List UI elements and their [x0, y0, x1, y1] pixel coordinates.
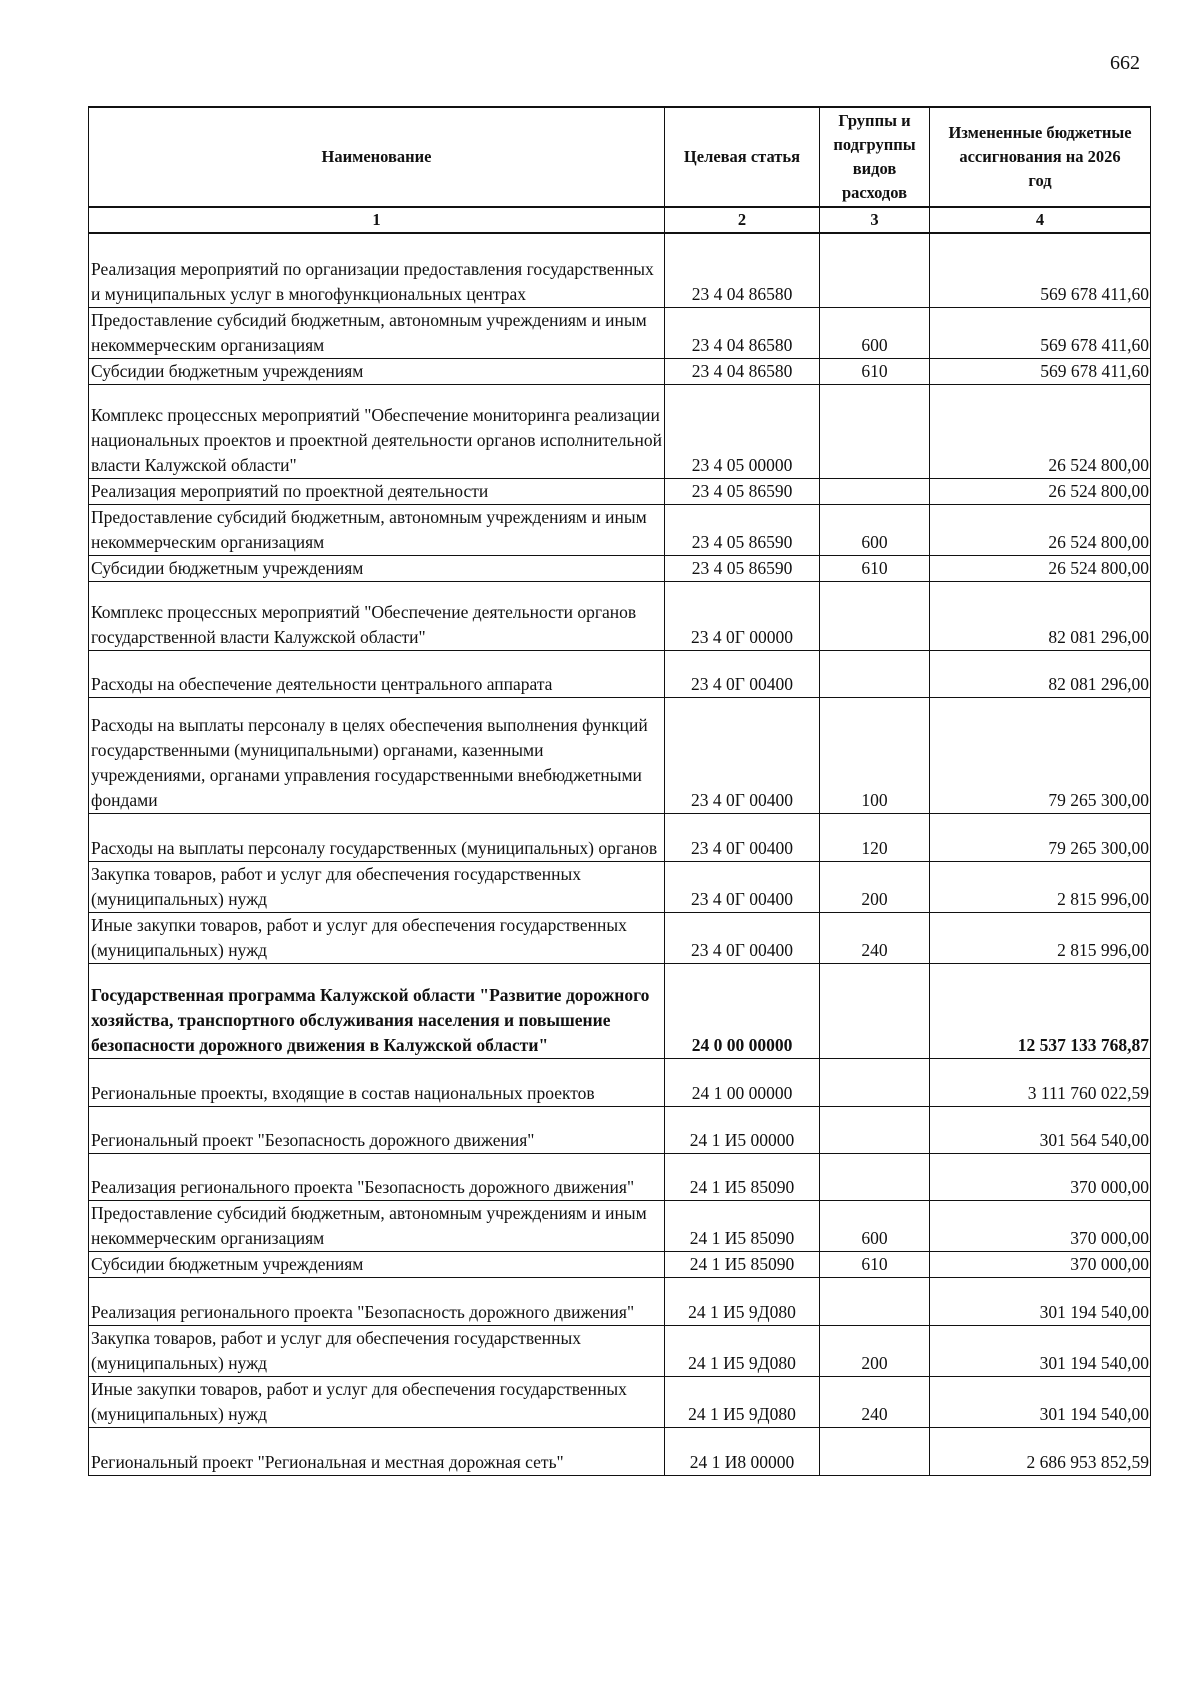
row-target-article: 24 1 И5 85090	[665, 1200, 820, 1251]
row-amount: 301 194 540,00	[930, 1376, 1151, 1427]
row-target-article: 23 4 04 86580	[665, 307, 820, 358]
row-amount: 569 678 411,60	[930, 233, 1151, 307]
row-expense-group: 120	[820, 813, 930, 861]
row-target-article: 23 4 0Г 00400	[665, 912, 820, 963]
row-target-article: 24 1 И8 00000	[665, 1427, 820, 1475]
row-name: Предоставление субсидий бюджетным, автономным учреждениям и иным некоммерческим организациям	[89, 504, 665, 555]
row-amount: 569 678 411,60	[930, 307, 1151, 358]
row-expense-group	[820, 963, 930, 1058]
row-expense-group	[820, 233, 930, 307]
row-name: Расходы на выплаты персоналу государственных (муниципальных) органов	[89, 813, 665, 861]
row-amount: 2 686 953 852,59	[930, 1427, 1151, 1475]
row-amount: 370 000,00	[930, 1153, 1151, 1200]
row-name: Предоставление субсидий бюджетным, автономным учреждениям и иным некоммерческим организациям	[89, 1200, 665, 1251]
table-row	[89, 1106, 1151, 1153]
row-amount: 370 000,00	[930, 1251, 1151, 1277]
budget-table	[88, 106, 1151, 1476]
row-expense-group	[820, 1277, 930, 1325]
row-amount: 301 194 540,00	[930, 1277, 1151, 1325]
table-row	[89, 504, 1151, 555]
row-target-article: 24 1 00 00000	[665, 1058, 820, 1106]
row-name: Предоставление субсидий бюджетным, автономным учреждениям и иным некоммерческим организациям	[89, 307, 665, 358]
row-expense-group: 600	[820, 504, 930, 555]
row-amount: 26 524 800,00	[930, 478, 1151, 504]
row-name: Закупка товаров, работ и услуг для обеспечения государственных (муниципальных) нужд	[89, 861, 665, 912]
row-target-article: 23 4 0Г 00400	[665, 813, 820, 861]
row-name: Региональный проект "Безопасность дорожного движения"	[89, 1106, 665, 1153]
row-name: Комплекс процессных мероприятий "Обеспечение мониторинга реализации национальных проектов и проектной деятельности органов исполнительной власти Калужской области"	[89, 384, 665, 478]
table-body	[89, 233, 1151, 1475]
row-expense-group: 240	[820, 1376, 930, 1427]
row-expense-group: 610	[820, 358, 930, 384]
row-name: Региональный проект "Региональная и местная дорожная сеть"	[89, 1427, 665, 1475]
table-row	[89, 650, 1151, 697]
table-row	[89, 1325, 1151, 1376]
row-target-article: 24 0 00 00000	[665, 963, 820, 1058]
row-name: Реализация мероприятий по проектной деятельности	[89, 478, 665, 504]
column-number-row	[89, 207, 1151, 233]
table-row	[89, 813, 1151, 861]
row-expense-group	[820, 650, 930, 697]
table-row	[89, 1058, 1151, 1106]
column-number: 1	[89, 207, 665, 233]
column-number: 4	[930, 207, 1151, 233]
row-name: Расходы на выплаты персоналу в целях обеспечения выполнения функций государственными (муниципальными) органами, казенными учреждениями, органами управления государственными внебюджетными фондами	[89, 697, 665, 813]
table-row	[89, 384, 1151, 478]
table-row	[89, 1200, 1151, 1251]
row-target-article: 24 1 И5 00000	[665, 1106, 820, 1153]
row-target-article: 24 1 И5 9Д080	[665, 1325, 820, 1376]
row-target-article: 23 4 05 86590	[665, 555, 820, 581]
table-row	[89, 1427, 1151, 1475]
table-row	[89, 581, 1151, 650]
column-number: 3	[820, 207, 930, 233]
row-target-article: 23 4 05 86590	[665, 504, 820, 555]
row-name: Субсидии бюджетным учреждениям	[89, 555, 665, 581]
row-amount: 79 265 300,00	[930, 813, 1151, 861]
table-row	[89, 1376, 1151, 1427]
row-name: Реализация регионального проекта "Безопасность дорожного движения"	[89, 1277, 665, 1325]
row-expense-group: 200	[820, 861, 930, 912]
row-target-article: 24 1 И5 85090	[665, 1153, 820, 1200]
row-amount: 26 524 800,00	[930, 504, 1151, 555]
table-row	[89, 963, 1151, 1058]
row-expense-group	[820, 384, 930, 478]
row-target-article: 24 1 И5 85090	[665, 1251, 820, 1277]
row-name: Субсидии бюджетным учреждениям	[89, 358, 665, 384]
row-amount: 2 815 996,00	[930, 912, 1151, 963]
table-row	[89, 555, 1151, 581]
row-amount: 79 265 300,00	[930, 697, 1151, 813]
row-amount: 2 815 996,00	[930, 861, 1151, 912]
row-name: Субсидии бюджетным учреждениям	[89, 1251, 665, 1277]
row-expense-group	[820, 1106, 930, 1153]
table-row	[89, 307, 1151, 358]
row-expense-group	[820, 581, 930, 650]
row-target-article: 23 4 0Г 00000	[665, 581, 820, 650]
row-amount: 370 000,00	[930, 1200, 1151, 1251]
row-expense-group: 240	[820, 912, 930, 963]
table-row	[89, 1153, 1151, 1200]
row-target-article: 23 4 04 86580	[665, 358, 820, 384]
row-name: Комплекс процессных мероприятий "Обеспечение деятельности органов государственной власти Калужской области"	[89, 581, 665, 650]
row-expense-group: 600	[820, 1200, 930, 1251]
table-row	[89, 233, 1151, 307]
column-number: 2	[665, 207, 820, 233]
table-row	[89, 697, 1151, 813]
row-name: Иные закупки товаров, работ и услуг для обеспечения государственных (муниципальных) нужд	[89, 1376, 665, 1427]
row-amount: 82 081 296,00	[930, 581, 1151, 650]
row-name: Расходы на обеспечение деятельности центрального аппарата	[89, 650, 665, 697]
row-name: Реализация регионального проекта "Безопасность дорожного движения"	[89, 1153, 665, 1200]
row-amount: 301 564 540,00	[930, 1106, 1151, 1153]
row-target-article: 23 4 05 00000	[665, 384, 820, 478]
page-number: 662	[1110, 52, 1140, 74]
table-header-row	[89, 107, 1151, 207]
row-expense-group	[820, 1153, 930, 1200]
row-target-article: 23 4 0Г 00400	[665, 697, 820, 813]
row-expense-group: 610	[820, 555, 930, 581]
row-name: Иные закупки товаров, работ и услуг для обеспечения государственных (муниципальных) нужд	[89, 912, 665, 963]
row-name: Региональные проекты, входящие в состав национальных проектов	[89, 1058, 665, 1106]
row-amount: 26 524 800,00	[930, 384, 1151, 478]
row-amount: 301 194 540,00	[930, 1325, 1151, 1376]
row-name: Реализация мероприятий по организации предоставления государственных и муниципальных услуг в многофункциональных центрах	[89, 233, 665, 307]
header-name: Наименование	[89, 107, 665, 207]
row-target-article: 24 1 И5 9Д080	[665, 1277, 820, 1325]
row-expense-group: 200	[820, 1325, 930, 1376]
row-expense-group: 610	[820, 1251, 930, 1277]
row-amount: 82 081 296,00	[930, 650, 1151, 697]
table-row	[89, 358, 1151, 384]
row-amount: 569 678 411,60	[930, 358, 1151, 384]
row-name: Закупка товаров, работ и услуг для обеспечения государственных (муниципальных) нужд	[89, 1325, 665, 1376]
row-expense-group	[820, 1427, 930, 1475]
header-target-article: Целевая статья	[665, 107, 820, 207]
row-amount: 12 537 133 768,87	[930, 963, 1151, 1058]
row-target-article: 24 1 И5 9Д080	[665, 1376, 820, 1427]
table-row	[89, 861, 1151, 912]
row-target-article: 23 4 0Г 00400	[665, 861, 820, 912]
row-expense-group: 600	[820, 307, 930, 358]
row-target-article: 23 4 0Г 00400	[665, 650, 820, 697]
header-expense-groups: Группы и подгруппы видов расходов	[820, 107, 930, 207]
row-amount: 3 111 760 022,59	[930, 1058, 1151, 1106]
table-row	[89, 1277, 1151, 1325]
row-expense-group	[820, 1058, 930, 1106]
row-target-article: 23 4 04 86580	[665, 233, 820, 307]
table-row	[89, 478, 1151, 504]
header-budget-allocation: Измененные бюджетные ассигнования на 2026 год	[930, 107, 1151, 207]
row-amount: 26 524 800,00	[930, 555, 1151, 581]
table-row	[89, 1251, 1151, 1277]
table-row	[89, 912, 1151, 963]
row-expense-group	[820, 478, 930, 504]
row-target-article: 23 4 05 86590	[665, 478, 820, 504]
row-name: Государственная программа Калужской области "Развитие дорожного хозяйства, транспортного обслуживания населения и повышение безопасности дорожного движения в Калужской области"	[89, 963, 665, 1058]
row-expense-group: 100	[820, 697, 930, 813]
